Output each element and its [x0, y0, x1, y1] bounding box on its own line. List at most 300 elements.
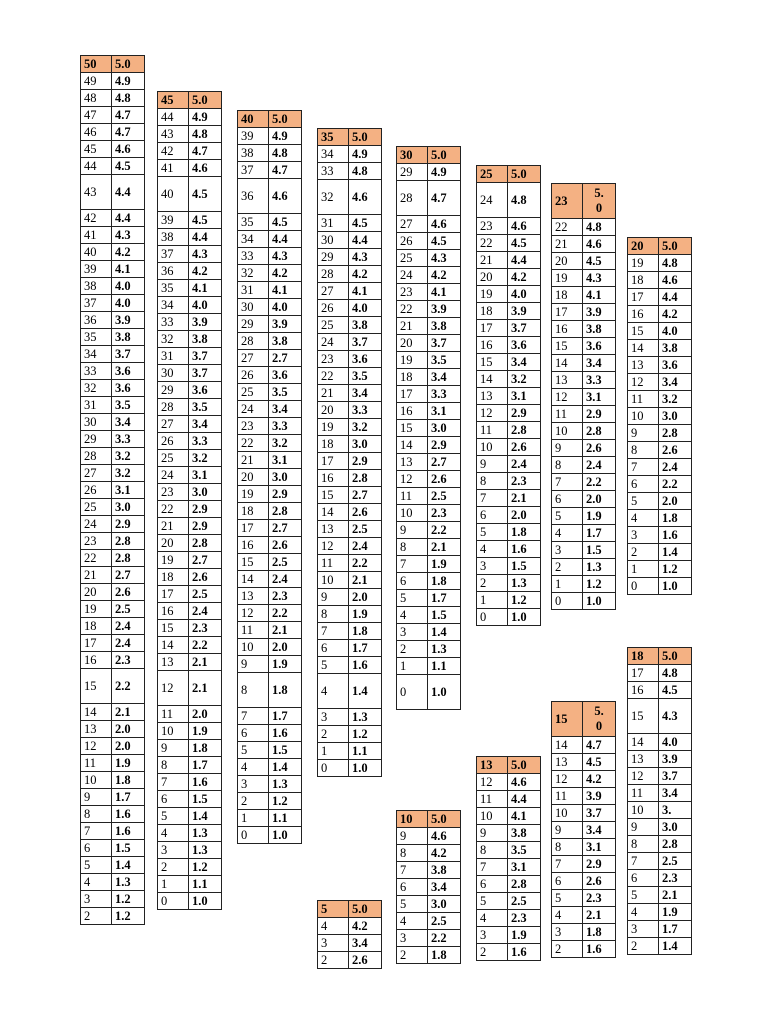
grade-cell: 4.2 [583, 771, 616, 788]
raw-score-cell: 2 [477, 575, 508, 592]
table-row [318, 419, 382, 436]
raw-score-cell: 21 [81, 567, 112, 584]
raw-score-cell: 2 [397, 641, 428, 658]
table-row [477, 609, 541, 626]
raw-score-cell: 8 [628, 836, 659, 853]
grade-cell: 1.1 [428, 658, 461, 675]
raw-score-cell: 7 [477, 859, 508, 876]
table-row [238, 231, 302, 248]
raw-score-cell: 11 [552, 788, 583, 805]
grade-cell: 3.6 [349, 351, 382, 368]
table-row [318, 589, 382, 606]
table-row [158, 484, 222, 501]
conversion-table-30 [396, 146, 461, 710]
table-row [628, 819, 692, 836]
raw-score-cell: 11 [238, 622, 269, 639]
grade-cell: 2.7 [349, 487, 382, 504]
table-header-row [552, 184, 616, 219]
grade-cell: 1.0 [583, 593, 616, 610]
raw-score-cell: 29 [318, 249, 349, 266]
raw-score-cell: 40 [158, 177, 189, 212]
grade-cell: 3.5 [189, 399, 222, 416]
raw-score-cell: 24 [238, 401, 269, 418]
raw-score-cell: 8 [552, 839, 583, 856]
grade-cell: 1.6 [349, 657, 382, 674]
raw-score-cell: 25 [318, 317, 349, 334]
conversion-table-45 [157, 91, 222, 910]
table-row [318, 623, 382, 640]
table-row [477, 592, 541, 609]
conversion-table-50 [80, 55, 145, 925]
grade-cell: 1.0 [269, 827, 302, 844]
raw-score-cell: 10 [477, 439, 508, 456]
grade-cell: 3.2 [112, 448, 145, 465]
grade-cell: 2.2 [189, 637, 222, 654]
grade-cell: 5.0 [428, 147, 461, 164]
conversion-table-15 [551, 701, 616, 958]
grade-cell: 2.3 [189, 620, 222, 637]
table-row [318, 935, 382, 952]
raw-score-cell: 5 [397, 896, 428, 913]
table-row [318, 385, 382, 402]
grade-cell: 1.3 [112, 874, 145, 891]
table-row [552, 389, 616, 406]
table-row [158, 893, 222, 910]
raw-score-cell: 15 [628, 323, 659, 340]
raw-score-cell: 13 [397, 454, 428, 471]
raw-score-cell: 32 [158, 331, 189, 348]
grade-cell: 2.8 [659, 425, 692, 442]
grade-cell: 3.4 [659, 785, 692, 802]
table-row [552, 372, 616, 389]
raw-score-cell: 1 [477, 592, 508, 609]
grade-cell: 1.1 [189, 876, 222, 893]
raw-score-cell: 13 [477, 757, 508, 774]
raw-score-cell: 7 [552, 474, 583, 491]
grade-cell: 2.9 [269, 486, 302, 503]
grade-cell: 1.7 [112, 789, 145, 806]
table-row [158, 399, 222, 416]
raw-score-cell: 27 [238, 350, 269, 367]
table-row [158, 450, 222, 467]
grade-cell: 1.6 [112, 806, 145, 823]
grade-cell: 4.4 [508, 252, 541, 269]
grade-cell: 3.0 [349, 436, 382, 453]
table-row [397, 386, 461, 403]
table-row [552, 474, 616, 491]
grade-cell: 4.0 [508, 286, 541, 303]
grade-cell: 2.6 [583, 440, 616, 457]
table-row [552, 924, 616, 941]
raw-score-cell: 2 [318, 952, 349, 969]
raw-score-cell: 25 [397, 250, 428, 267]
table-row [158, 501, 222, 518]
raw-score-cell: 3 [81, 891, 112, 908]
grade-cell: 4.0 [659, 323, 692, 340]
grade-cell: 1.8 [269, 673, 302, 708]
raw-score-cell: 16 [628, 306, 659, 323]
raw-score-cell: 17 [552, 304, 583, 321]
table-row [397, 845, 461, 862]
table-row [238, 367, 302, 384]
grade-cell: 3.3 [583, 372, 616, 389]
grade-cell: 2.2 [428, 930, 461, 947]
table-row [397, 284, 461, 301]
raw-score-cell: 7 [628, 459, 659, 476]
table-row [158, 825, 222, 842]
grade-cell: 3.4 [583, 355, 616, 372]
table-row [628, 510, 692, 527]
table-row [477, 791, 541, 808]
raw-score-cell: 9 [81, 789, 112, 806]
grade-cell: 3.8 [189, 331, 222, 348]
grade-cell: 3.4 [189, 416, 222, 433]
table-row [158, 637, 222, 654]
table-row [552, 287, 616, 304]
grade-cell: 4.2 [659, 306, 692, 323]
grade-cell: 2.8 [659, 836, 692, 853]
raw-score-cell: 48 [81, 90, 112, 107]
grade-cell: 2.4 [112, 635, 145, 652]
table-row [158, 552, 222, 569]
table-row [628, 527, 692, 544]
grade-cell: 2.6 [428, 471, 461, 488]
raw-score-cell: 42 [158, 143, 189, 160]
grade-cell: 3. [659, 802, 692, 819]
table-header-row [397, 811, 461, 828]
raw-score-cell: 30 [81, 414, 112, 431]
grade-cell: 2.1 [659, 887, 692, 904]
grade-cell: 3.5 [112, 397, 145, 414]
raw-score-cell: 9 [477, 456, 508, 473]
raw-score-cell: 16 [397, 403, 428, 420]
table-row [238, 435, 302, 452]
table-row [628, 272, 692, 289]
table-row [552, 822, 616, 839]
table-row [397, 454, 461, 471]
raw-score-cell: 13 [238, 588, 269, 605]
grade-cell: 3.3 [428, 386, 461, 403]
raw-score-cell: 18 [318, 436, 349, 453]
raw-score-cell: 4 [477, 541, 508, 558]
grade-cell: 2.3 [659, 870, 692, 887]
grade-cell: 1.6 [508, 541, 541, 558]
table-row [238, 469, 302, 486]
raw-score-cell: 7 [318, 623, 349, 640]
grade-cell: 4.6 [508, 218, 541, 235]
table-row [238, 708, 302, 725]
raw-score-cell: 18 [552, 287, 583, 304]
table-header-row [158, 92, 222, 109]
grade-cell: 5. 0 [583, 702, 616, 737]
raw-score-cell: 10 [158, 723, 189, 740]
raw-score-cell: 3 [552, 542, 583, 559]
grade-cell: 4.7 [269, 162, 302, 179]
table-row [552, 236, 616, 253]
raw-score-cell: 11 [158, 706, 189, 723]
table-row [158, 416, 222, 433]
grade-cell: 3.7 [189, 348, 222, 365]
table-row [397, 590, 461, 607]
table-row [397, 164, 461, 181]
raw-score-cell: 3 [477, 927, 508, 944]
raw-score-cell: 20 [318, 402, 349, 419]
grade-cell: 3.3 [189, 433, 222, 450]
grade-cell: 3.1 [583, 389, 616, 406]
grade-cell: 1.9 [508, 927, 541, 944]
grade-cell: 2.0 [269, 639, 302, 656]
grade-cell: 5.0 [659, 238, 692, 255]
table-row [238, 145, 302, 162]
table-row [318, 163, 382, 180]
raw-score-cell: 22 [397, 301, 428, 318]
raw-score-cell: 10 [628, 802, 659, 819]
table-row [397, 267, 461, 284]
table-row [158, 706, 222, 723]
table-row [477, 303, 541, 320]
table-row [158, 671, 222, 706]
table-row [397, 556, 461, 573]
raw-score-cell: 14 [552, 737, 583, 754]
conversion-table-35 [317, 128, 382, 777]
table-row [318, 232, 382, 249]
grade-cell: 1.9 [112, 755, 145, 772]
table-row [397, 930, 461, 947]
raw-score-cell: 2 [552, 559, 583, 576]
table-row [81, 397, 145, 414]
raw-score-cell: 14 [628, 340, 659, 357]
table-header-row [318, 129, 382, 146]
raw-score-cell: 39 [158, 212, 189, 229]
grade-cell: 3.4 [269, 401, 302, 418]
table-row [158, 263, 222, 280]
raw-score-cell: 13 [158, 654, 189, 671]
table-row [238, 622, 302, 639]
grade-cell: 1.5 [189, 791, 222, 808]
raw-score-cell: 31 [81, 397, 112, 414]
raw-score-cell: 4 [628, 904, 659, 921]
raw-score-cell: 6 [477, 507, 508, 524]
raw-score-cell: 33 [318, 163, 349, 180]
grade-cell: 3.0 [659, 408, 692, 425]
table-row [477, 893, 541, 910]
table-row [158, 109, 222, 126]
grade-cell: 1.3 [189, 825, 222, 842]
raw-score-cell: 38 [81, 278, 112, 295]
raw-score-cell: 4 [318, 674, 349, 709]
grade-cell: 2.0 [349, 589, 382, 606]
table-row [477, 371, 541, 388]
grade-cell: 4.1 [508, 808, 541, 825]
conversion-table-10 [396, 810, 461, 964]
table-row [628, 374, 692, 391]
table-row [158, 723, 222, 740]
table-row [628, 459, 692, 476]
table-row [477, 269, 541, 286]
raw-score-cell: 5 [397, 590, 428, 607]
grade-cell: 4.7 [112, 107, 145, 124]
raw-score-cell: 7 [158, 774, 189, 791]
grade-cell: 2.8 [112, 550, 145, 567]
grade-cell: 2.1 [349, 572, 382, 589]
grade-cell: 4.0 [349, 300, 382, 317]
table-row [81, 380, 145, 397]
raw-score-cell: 19 [628, 255, 659, 272]
table-row [81, 533, 145, 550]
raw-score-cell: 12 [238, 605, 269, 622]
table-row [552, 457, 616, 474]
table-row [628, 442, 692, 459]
table-row [81, 499, 145, 516]
raw-score-cell: 18 [628, 648, 659, 665]
grade-cell: 4.2 [428, 267, 461, 284]
grade-cell: 4.5 [112, 158, 145, 175]
table-row [158, 433, 222, 450]
grade-cell: 1.4 [112, 857, 145, 874]
table-row [628, 425, 692, 442]
grade-cell: 1.8 [189, 740, 222, 757]
grade-cell: 4.1 [428, 284, 461, 301]
table-row [81, 141, 145, 158]
raw-score-cell: 0 [238, 827, 269, 844]
table-row [158, 160, 222, 177]
table-header-row [628, 238, 692, 255]
table-row [628, 357, 692, 374]
grade-cell: 4.0 [189, 297, 222, 314]
table-row [477, 388, 541, 405]
table-row [238, 248, 302, 265]
table-row [552, 406, 616, 423]
raw-score-cell: 12 [477, 774, 508, 791]
grade-cell: 3.8 [269, 333, 302, 350]
raw-score-cell: 30 [238, 299, 269, 316]
grade-cell: 4.3 [269, 248, 302, 265]
grade-cell: 4.9 [189, 109, 222, 126]
raw-score-cell: 38 [158, 229, 189, 246]
table-row [158, 654, 222, 671]
grade-cell: 5.0 [508, 166, 541, 183]
raw-score-cell: 1 [628, 561, 659, 578]
table-row [318, 470, 382, 487]
conversion-table-23 [551, 183, 616, 610]
raw-score-cell: 43 [158, 126, 189, 143]
raw-score-cell: 29 [158, 382, 189, 399]
conversion-table-18 [627, 647, 692, 955]
grade-cell: 1.7 [269, 708, 302, 725]
raw-score-cell: 11 [318, 555, 349, 572]
grade-cell: 2.8 [583, 423, 616, 440]
raw-score-cell: 0 [397, 675, 428, 710]
grade-cell: 2.3 [428, 505, 461, 522]
table-row [158, 229, 222, 246]
raw-score-cell: 14 [397, 437, 428, 454]
table-row [552, 754, 616, 771]
table-row [158, 774, 222, 791]
grade-cell: 3.2 [269, 435, 302, 452]
raw-score-cell: 15 [158, 620, 189, 637]
grade-cell: 3.7 [508, 320, 541, 337]
raw-score-cell: 10 [318, 572, 349, 589]
raw-score-cell: 34 [158, 297, 189, 314]
raw-score-cell: 43 [81, 175, 112, 210]
table-row [628, 289, 692, 306]
table-row [552, 788, 616, 805]
raw-score-cell: 8 [318, 606, 349, 623]
raw-score-cell: 8 [238, 673, 269, 708]
raw-score-cell: 4 [397, 913, 428, 930]
raw-score-cell: 32 [318, 180, 349, 215]
grade-cell: 3.5 [269, 384, 302, 401]
grade-cell: 3.1 [508, 388, 541, 405]
table-row [238, 520, 302, 537]
grade-cell: 4.4 [349, 232, 382, 249]
raw-score-cell: 5 [628, 887, 659, 904]
grade-cell: 4.1 [583, 287, 616, 304]
table-row [81, 652, 145, 669]
grade-cell: 2.6 [112, 584, 145, 601]
table-row [318, 334, 382, 351]
raw-score-cell: 0 [158, 893, 189, 910]
grade-cell: 1.5 [112, 840, 145, 857]
grade-cell: 3.9 [583, 788, 616, 805]
raw-score-cell: 2 [552, 941, 583, 958]
conversion-table-40 [237, 110, 302, 844]
grade-cell: 2.0 [112, 721, 145, 738]
table-row [81, 669, 145, 704]
raw-score-cell: 19 [318, 419, 349, 436]
raw-score-cell: 27 [81, 465, 112, 482]
table-row [238, 333, 302, 350]
raw-score-cell: 27 [397, 216, 428, 233]
table-row [238, 299, 302, 316]
table-row [628, 938, 692, 955]
raw-score-cell: 23 [81, 533, 112, 550]
grade-cell: 4.7 [112, 124, 145, 141]
grade-cell: 3.6 [583, 338, 616, 355]
grade-cell: 1.9 [659, 904, 692, 921]
grade-cell: 2.9 [189, 518, 222, 535]
raw-score-cell: 14 [238, 571, 269, 588]
table-row [397, 505, 461, 522]
grade-cell: 4.8 [508, 183, 541, 218]
grade-cell: 1.4 [659, 544, 692, 561]
raw-score-cell: 4 [552, 525, 583, 542]
raw-score-cell: 3 [628, 921, 659, 938]
grade-cell: 3.2 [349, 419, 382, 436]
table-row [158, 297, 222, 314]
table-row [552, 338, 616, 355]
grade-cell: 4.3 [583, 270, 616, 287]
grade-cell: 1.8 [428, 573, 461, 590]
grade-cell: 4.3 [659, 699, 692, 734]
grade-cell: 2.0 [508, 507, 541, 524]
grade-cell: 4.8 [269, 145, 302, 162]
grade-cell: 2.5 [428, 488, 461, 505]
raw-score-cell: 8 [397, 845, 428, 862]
raw-score-cell: 19 [158, 552, 189, 569]
raw-score-cell: 8 [397, 539, 428, 556]
raw-score-cell: 10 [238, 639, 269, 656]
raw-score-cell: 9 [552, 440, 583, 457]
table-row [81, 823, 145, 840]
table-row [318, 266, 382, 283]
grade-cell: 1.3 [189, 842, 222, 859]
grade-cell: 3.8 [428, 318, 461, 335]
raw-score-cell: 1 [552, 576, 583, 593]
grade-cell: 4.9 [112, 73, 145, 90]
table-row [628, 734, 692, 751]
raw-score-cell: 18 [238, 503, 269, 520]
